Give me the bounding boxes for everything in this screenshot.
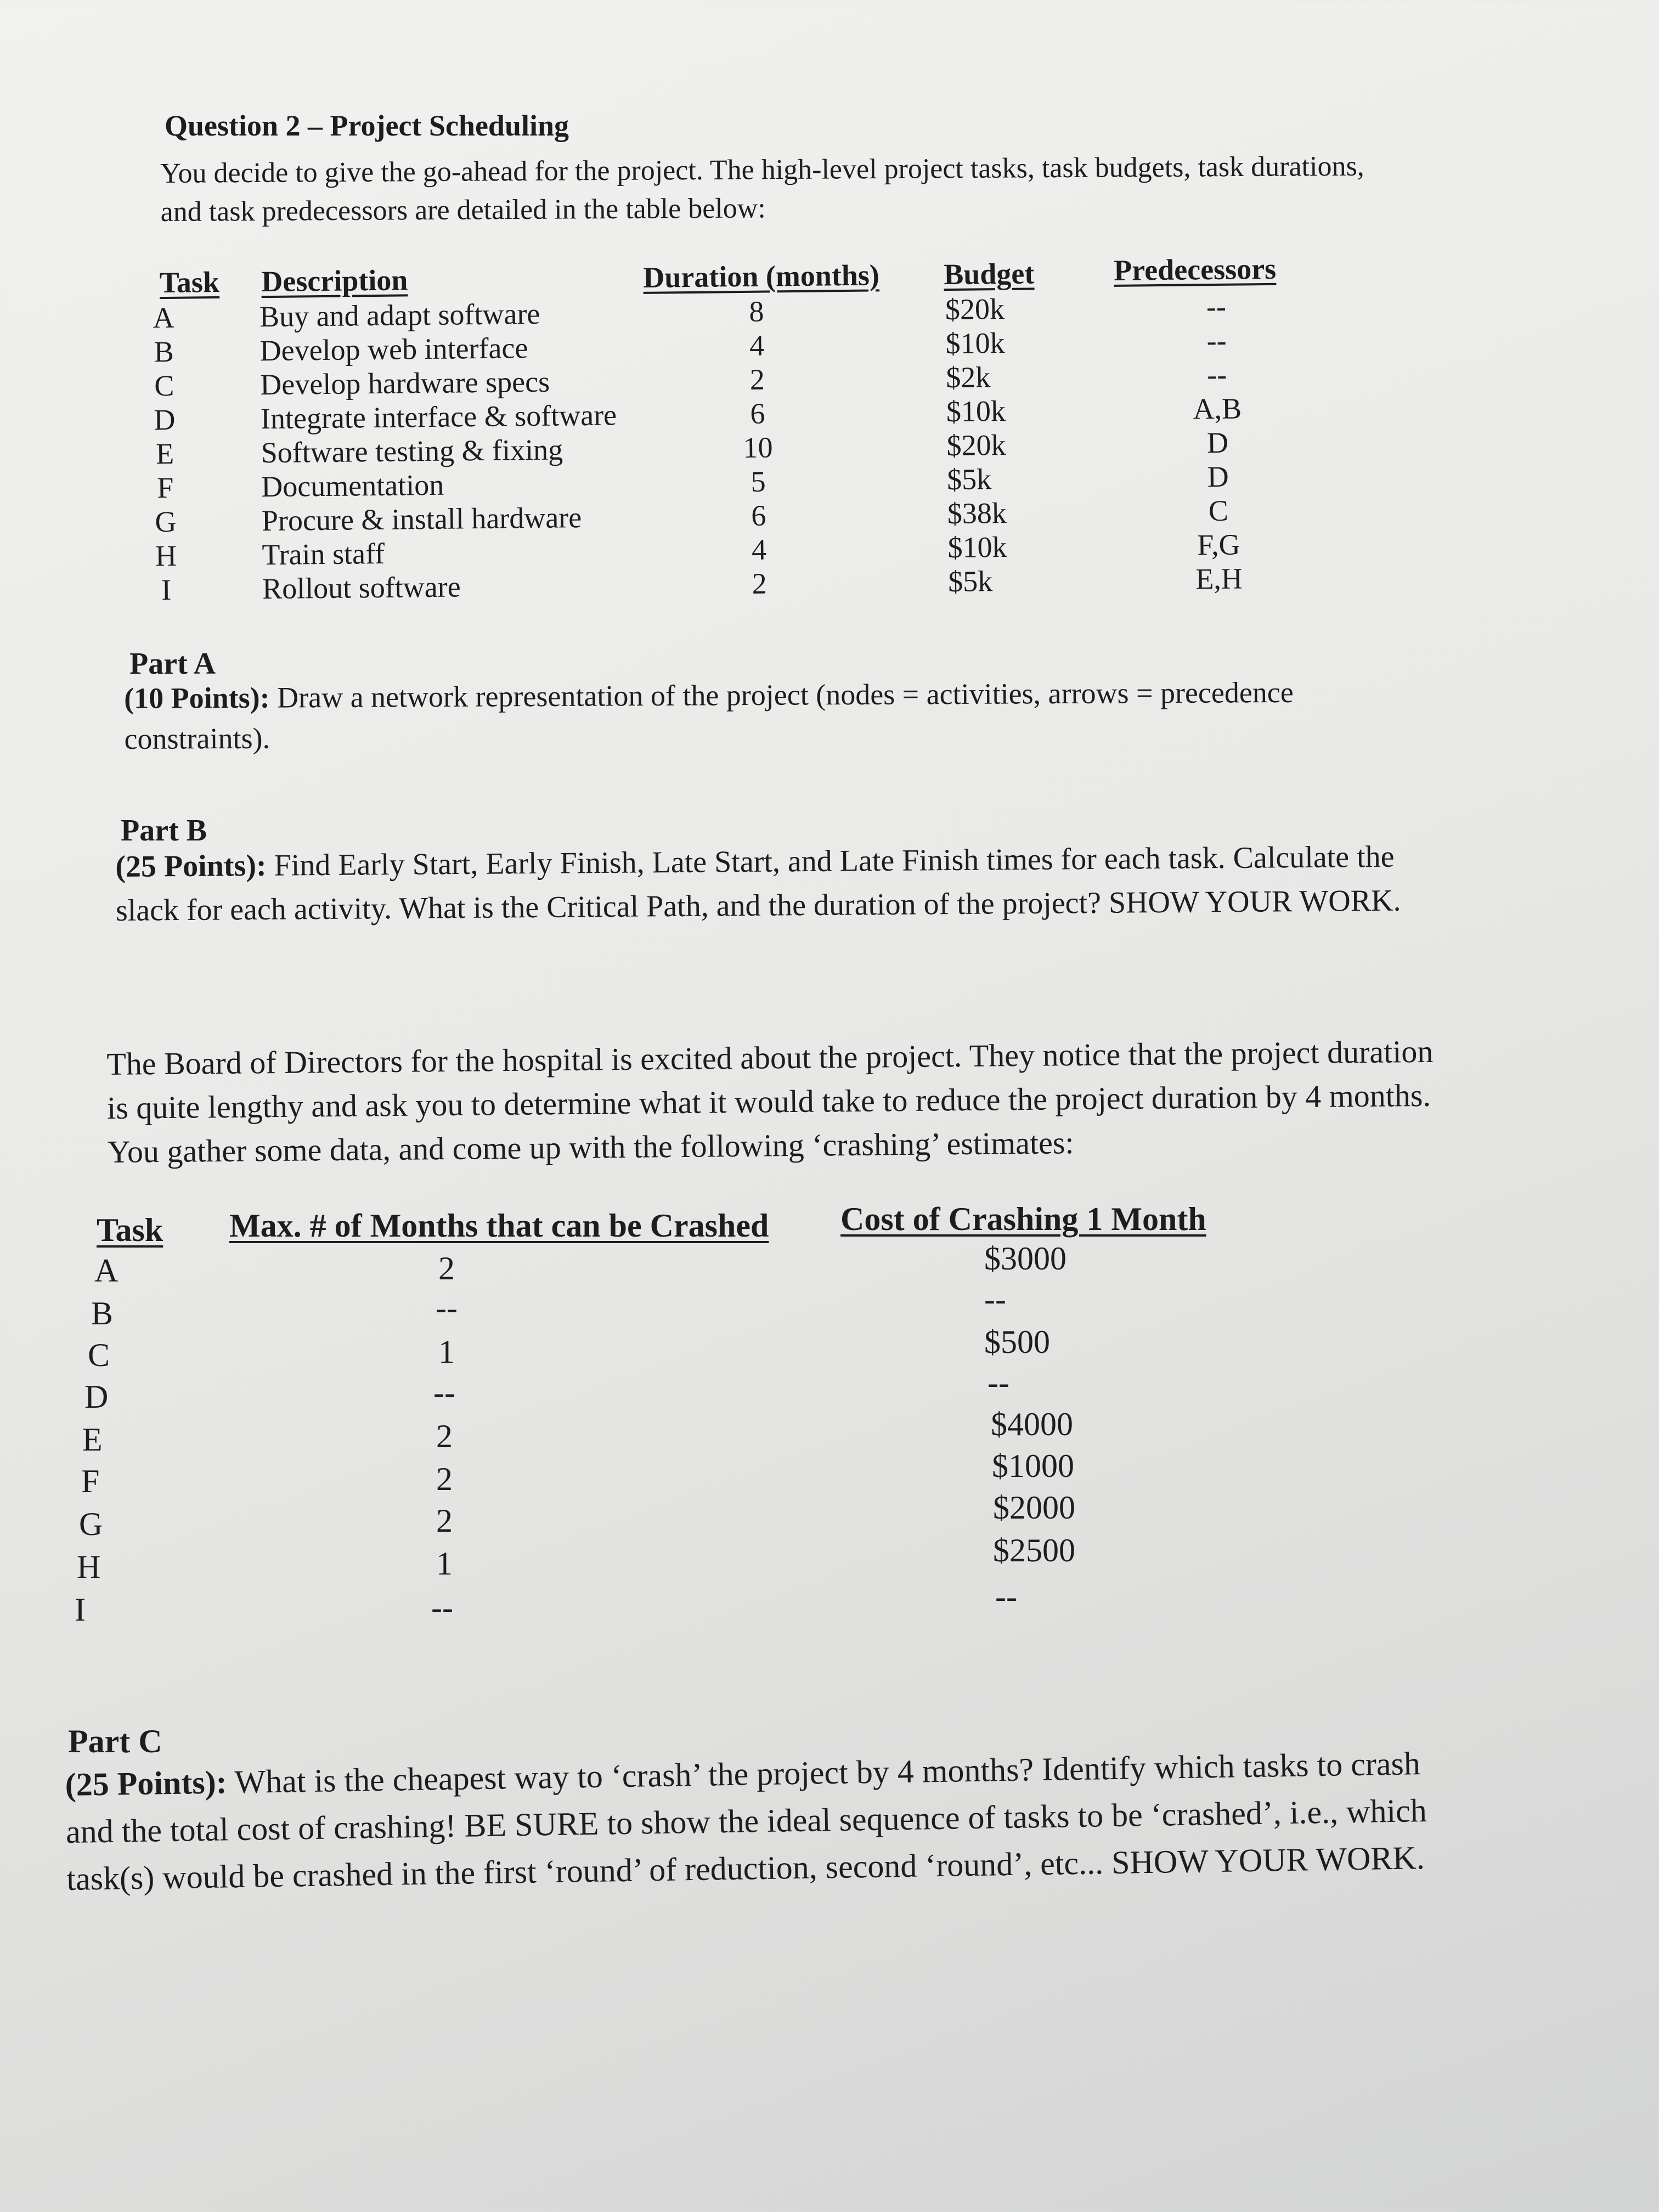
crash-task-letter: F [81, 1463, 100, 1499]
predecessors-header: Predecessors [1113, 252, 1277, 287]
crash-max-months: 2 [436, 1418, 453, 1454]
task-predecessors: E,H [1195, 562, 1243, 596]
task-duration: 2 [749, 363, 765, 396]
crash-max-months: -- [436, 1290, 458, 1326]
task-letter: H [155, 539, 177, 573]
task-description: Rollout software [262, 570, 461, 606]
task-predecessors: D [1206, 426, 1229, 460]
task-predecessors: C [1208, 494, 1229, 528]
crash-task-letter: C [88, 1337, 110, 1373]
task-duration: 6 [751, 499, 766, 532]
crash-cost-header: Cost of Crashing 1 Month [840, 1201, 1206, 1237]
part-c-points: (25 Points): [65, 1764, 228, 1803]
task-letter: A [153, 301, 174, 335]
crash-max-months: 2 [436, 1503, 453, 1539]
task-letter: D [154, 403, 176, 437]
crash-task-letter: B [91, 1295, 114, 1331]
task-predecessors: -- [1206, 324, 1227, 358]
crash-task-letter: H [77, 1549, 101, 1585]
task-budget: $2k [945, 360, 991, 394]
budget-header: Budget [943, 257, 1035, 291]
task-predecessors: A,B [1193, 392, 1242, 426]
crash-max-months: -- [431, 1589, 453, 1626]
task-letter: I [161, 573, 172, 607]
task-duration: 5 [751, 465, 766, 498]
task-description: Documentation [261, 468, 444, 504]
part-a-text: Draw a network representation of the project (nodes = activities, arrows = precedence [269, 675, 1294, 714]
description-header: Description [261, 263, 408, 298]
task-duration: 4 [749, 329, 765, 362]
crash-cost: $500 [984, 1324, 1050, 1360]
part-c-line-2: and the total cost of crashing! BE SURE to show the ideal sequence of tasks to be ‘crashed’, i.e., which [65, 1792, 1427, 1850]
task-description: Procure & install hardware [261, 501, 582, 538]
task-description: Buy and adapt software [259, 297, 540, 334]
crash-cost: $1000 [992, 1448, 1074, 1484]
crash-max-months: 2 [438, 1250, 455, 1286]
part-a-line-2: constraints). [124, 721, 270, 755]
task-budget: $10k [945, 326, 1005, 360]
part-c-line-3: task(s) would be crashed in the first ‘round’ of reduction, second ‘round’, etc... SHOW YOUR WORK. [66, 1839, 1425, 1897]
task-duration: 2 [752, 567, 767, 600]
part-b-text: Find Early Start, Early Finish, Late Start, and Late Finish times for each task. Calculate the [266, 839, 1395, 883]
crash-task-letter: G [79, 1506, 103, 1542]
task-description: Software testing & fixing [261, 433, 563, 470]
crash-max-months: 2 [436, 1461, 453, 1497]
crash-cost: $2500 [993, 1532, 1075, 1568]
task-description: Develop hardware specs [260, 365, 550, 402]
task-budget: $10k [946, 394, 1006, 428]
crash-task-letter: I [75, 1592, 86, 1628]
board-line-1: The Board of Directors for the hospital is excited about the project. They notice that the project duration [106, 1033, 1434, 1082]
task-predecessors: -- [1206, 358, 1227, 392]
question-title: Question 2 – Project Scheduling [165, 109, 569, 142]
task-duration: 10 [743, 431, 773, 464]
task-budget: $5k [947, 565, 993, 599]
task-duration: 6 [750, 397, 765, 430]
duration-header: Duration (months) [643, 258, 880, 294]
part-c-text: What is the cheapest way to ‘crash’ the project by 4 months? Identify which tasks to crash [227, 1745, 1421, 1801]
intro-line-2: and task predecessors are detailed in the table below: [160, 193, 766, 228]
intro-line-1: You decide to give the go-ahead for the project. The high-level project tasks, task budgets, task durations, [160, 150, 1364, 189]
crash-task-letter: D [84, 1379, 109, 1415]
task-budget: $20k [946, 428, 1006, 462]
crash-task-letter: E [82, 1421, 103, 1458]
task-budget: $10k [947, 530, 1007, 565]
crash-cost: $2000 [993, 1489, 1075, 1526]
part-b-heading: Part B [121, 814, 207, 848]
crash-cost: $4000 [991, 1406, 1073, 1442]
task-letter: B [154, 335, 174, 369]
part-b-points: (25 Points): [115, 848, 267, 884]
task-duration: 4 [751, 533, 767, 566]
task-description: Integrate interface & software [260, 398, 617, 436]
task-predecessors: D [1207, 460, 1229, 494]
task-letter: C [154, 369, 174, 403]
task-predecessors: -- [1206, 290, 1227, 324]
board-line-3: You gather some data, and come up with the following ‘crashing’ estimates: [107, 1125, 1074, 1170]
crash-task-header: Task [97, 1212, 163, 1248]
task-budget: $5k [946, 462, 992, 496]
part-c-body [65, 1740, 1428, 1903]
task-description: Develop web interface [259, 331, 528, 368]
part-b-line-2: slack for each activity. What is the Critical Path, and the duration of the project? SHOW YOUR WORK. [115, 883, 1401, 928]
part-c-heading: Part C [68, 1723, 162, 1759]
crash-cost: -- [995, 1578, 1017, 1615]
task-letter: E [155, 437, 174, 471]
crash-cost: -- [984, 1281, 1006, 1317]
crash-max-months: -- [433, 1374, 455, 1410]
board-line-2: is quite lengthy and ask you to determine what it would take to reduce the project duration by 4 months. [106, 1077, 1431, 1126]
task-description: Train staff [262, 537, 385, 572]
task-header: Task [159, 265, 220, 300]
part-a-points: (10 Points): [124, 681, 270, 715]
crash-max-months: 1 [436, 1545, 453, 1582]
task-letter: F [156, 471, 174, 505]
crash-max-header: Max. # of Months that can be Crashed [229, 1207, 769, 1244]
task-letter: G [155, 505, 177, 539]
task-duration: 8 [749, 295, 764, 328]
task-budget: $20k [945, 292, 1005, 326]
crash-max-months: 1 [438, 1334, 455, 1370]
task-predecessors: F,G [1197, 528, 1240, 562]
part-a-heading: Part A [129, 647, 216, 681]
task-budget: $38k [947, 496, 1007, 531]
crash-task-letter: A [94, 1252, 119, 1289]
crash-cost: -- [988, 1364, 1009, 1401]
crash-cost: $3000 [984, 1240, 1066, 1277]
